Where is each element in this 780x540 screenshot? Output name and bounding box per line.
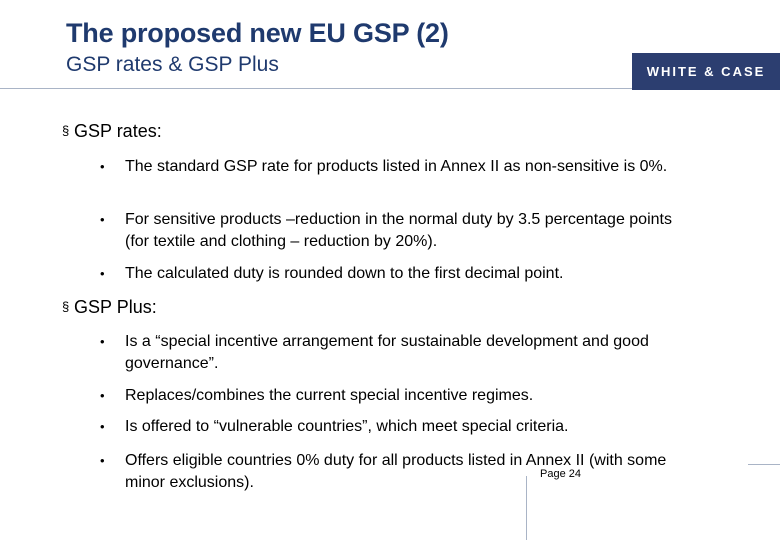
section-gsp-plus-heading [62, 297, 157, 318]
header-rule [0, 88, 632, 89]
list-item-text: Is offered to “vulnerable countries”, which meet special criteria. [125, 418, 569, 435]
list-item [100, 156, 700, 178]
section-marker-icon: § [62, 299, 70, 314]
list-item-text: Replaces/combines the current special incentive regimes. [125, 387, 534, 404]
section-marker-icon: § [62, 123, 70, 138]
list-item [100, 209, 700, 253]
bullet-icon: • [100, 419, 105, 434]
page-subtitle: GSP rates & GSP Plus [66, 53, 279, 76]
list-item [100, 450, 700, 494]
list-item-text: The standard GSP rate for products listed in Annex II as non-sensitive is 0%. [125, 158, 668, 175]
page-number: Page 24 [540, 468, 581, 480]
list-item-text: Is a “special incentive arrangement for sustainable development and good governance”. [125, 333, 649, 372]
bullet-icon: • [100, 266, 105, 281]
white-case-logo: WHITE & CASE [632, 53, 780, 90]
bullet-icon: • [100, 212, 105, 227]
list-item-text: Offers eligible countries 0% duty for all products listed in Annex II (with some minor exclusions). [125, 452, 667, 491]
bullet-icon: • [100, 334, 105, 349]
list-item [100, 263, 700, 285]
bullet-icon: • [100, 388, 105, 403]
bullet-icon: • [100, 159, 105, 174]
section-heading-text: GSP rates: [74, 121, 162, 141]
section-heading-text: GSP Plus: [74, 297, 157, 317]
list-item [100, 385, 700, 407]
list-item [100, 416, 700, 438]
list-item-text: The calculated duty is rounded down to the first decimal point. [125, 265, 564, 282]
bullet-icon: • [100, 453, 105, 468]
footer-divider-vertical [526, 476, 527, 540]
list-item [100, 331, 700, 375]
list-item-text: For sensitive products –reduction in the normal duty by 3.5 percentage points (for textile and clothing – reduction by 20%). [125, 211, 672, 250]
section-gsp-rates-heading [62, 121, 162, 142]
page-title: The proposed new EU GSP (2) [66, 18, 449, 48]
footer-divider-horizontal [748, 464, 780, 465]
